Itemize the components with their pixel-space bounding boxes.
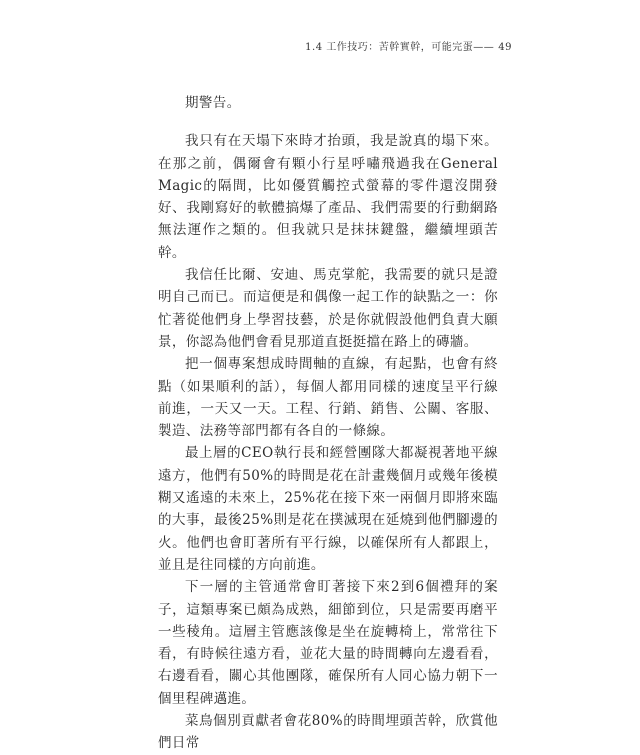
paragraph: 我信任比爾、安迪、馬克掌舵，我需要的就只是證明自己而已。而這便是和偶像一起工作的缺點之一：你忙著從他們身上學習技藝，於是你就假設他們負責大願景，你認為他們會看見那道直挺挺擋在路上的磚牆。: [158, 267, 498, 350]
paragraph: 菜鳥個別貢獻者會花80%的時間埋頭苦幹，欣賞他們日常: [158, 713, 498, 752]
running-head: [305, 38, 512, 53]
page-number: 49: [498, 42, 512, 53]
body-text: [158, 92, 498, 755]
paragraph: 下一層的主管通常會盯著接下來2到6個禮拜的案子，這類專案已頗為成熟，細節到位，只是需要再磨平一些稜角。這層主管應該像是坐在旋轉椅上，常常往下看，有時候往遠方看，並花大量的時間轉向左邊看看，右邊看看，關心其他團隊，確保所有人同心協力朝下一個里程碑邁進。: [158, 579, 498, 707]
section-title: 1.4 工作技巧：苦幹實幹，可能完蛋——: [305, 42, 495, 53]
paragraph: 我只有在天塌下來時才抬頭，我是說真的塌下來。在那之前，偶爾會有顆小行星呼嘯飛過我在General Magic的隔間，比如優質觸控式螢幕的零件還沒開發好、我剛寫好的軟體搞爆了產品、我們需要的行動網路無法運作之類的。但我就只是抹抹鍵盤，繼續埋頭苦幹。: [158, 133, 498, 261]
paragraph: 最上層的CEO執行長和經營團隊大都凝視著地平線遠方，他們有50%的時間是花在計畫幾個月或幾年後模糊又遙遠的未來上，25%花在接下來一兩個月即將來臨的大事，最後25%則是花在撲滅現在延燒到他們腳邊的火。他們也會盯著所有平行線，以確保所有人都跟上，並且是往同樣的方向前進。: [158, 445, 498, 573]
paragraph: 期警告。: [185, 95, 241, 111]
paragraph: 把一個專案想成時間軸的直線，有起點，也會有終點（如果順利的話），每個人都用同樣的速度呈平行線前進，一天又一天。工程、行銷、銷售、公關、客服、製造、法務等部門都有各自的一條線。: [158, 356, 498, 440]
